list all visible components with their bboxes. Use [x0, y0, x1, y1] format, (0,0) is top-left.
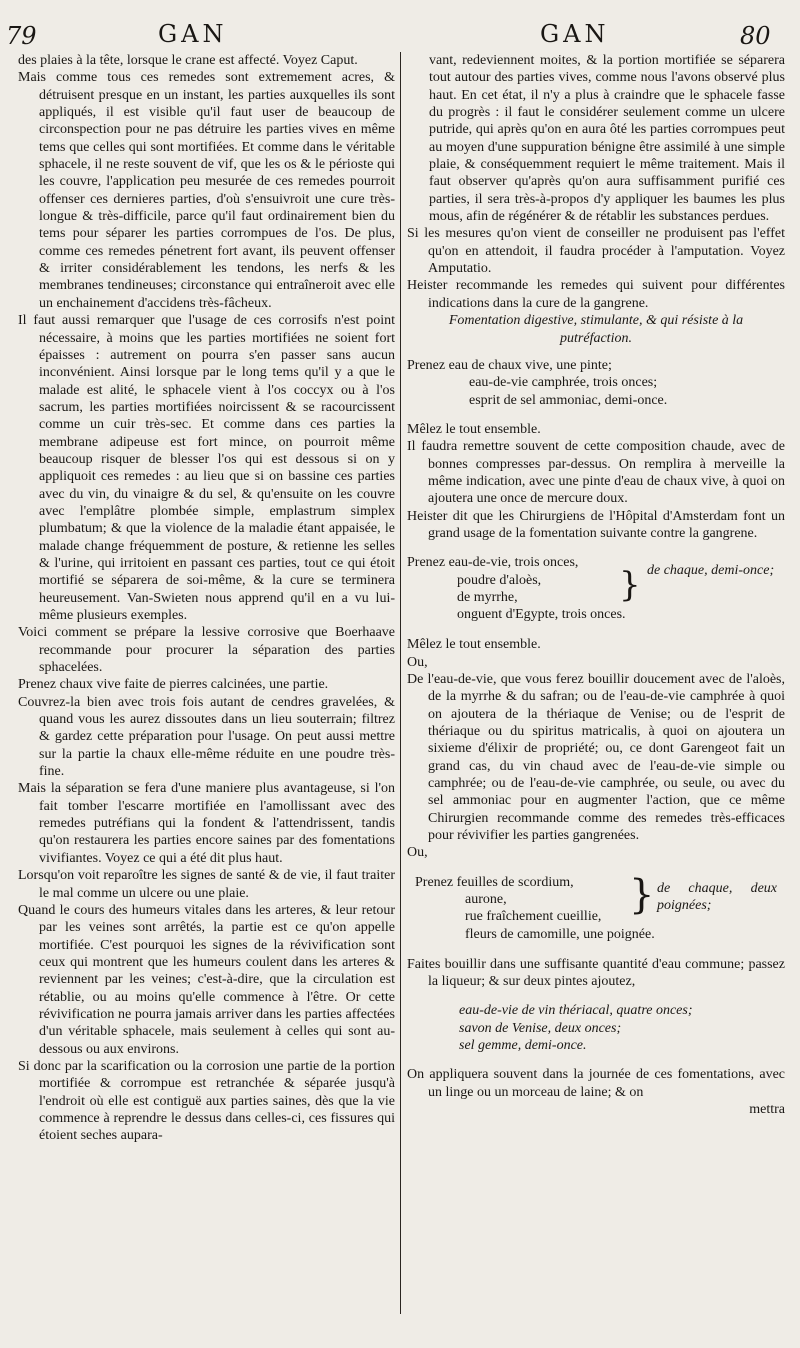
paragraph: vant, redeviennent moites, & la portion mortifiée se séparera tout autour des parties vives, comme nous l'avons observé plus haut. En cet état, il n'y a plus à craindre que le sphacele fasse du progrès : il faut le considérer seulement comme un ulcere putride, qui après qu'on en aura ôté les parties corrompues peut au moyen d'une suppuration bénigne être assimilé à une simple plaie, & conséquemment requiert le même traitement. Mais il faut observer qu'après qu'on aura suffisamment purifié ces parties, il sera très-à-propos d'y appliquer les baumes les plus mous, afin de régénérer & de rétablir les substances perdues.: [429, 53, 785, 225]
paragraph: Faites bouillir dans une suffisante quantité d'eau commune; passez la liqueur; & sur deux pintes ajoutez,: [407, 956, 785, 990]
recipe-line: Prenez feuilles de scordium,: [415, 874, 574, 890]
headword-right: GAN: [540, 20, 610, 48]
page-number-right: 80: [740, 22, 771, 50]
paragraph: Couvrez-la bien avec trois fois autant de cendres gravelées, & quand vous les aurez dissoutes dans un lieu souterrain; filtrez & gardez cette préparation pour l'usage. On peut aussi mettre sur la partie la chaux elle-même réduite en une poudre très-fine.: [18, 694, 395, 780]
paragraph: Mêlez le tout ensemble.: [407, 421, 541, 437]
recipe-line: aurone,: [465, 892, 507, 908]
paragraph: Si les mesures qu'on vient de conseiller ne produisent pas l'effet qu'on en attendoit, il faudra procéder à l'amputation. Voyez Amputatio.: [407, 226, 785, 277]
recipe-line: Prenez chaux vive faite de pierres calcinées, une partie.: [18, 677, 329, 693]
paragraph: Mais comme tous ces remedes sont extremement acres, & détruisent presque en un instant, les parties auxquelles ils sont appliqués, il est visible qu'il faut user de beaucoup de circonspection pour ne pas détruire les parties vives en même tems que celles qui sont mortifiées. Et comme dans le véritable sphacele, il ne reste souvent de vif, que les os & le périoste qui les couvre, l'application peu mesurée de ces remedes pourroit offenser ces dernieres parties, d'où s'ensuivroit une cure très-longue & très-difficile, parce qu'il faut ordinairement bien du tems pour séparer les parties corrompues de l'os. De plus, comme ces remedes pénetrent fort avant, ils peuvent offenser & irriter considérablement les tendons, les nerfs & les membranes tendineuses; circonstance qui entraîneroit avec elle un enchainement d'accidens très-fâcheux.: [18, 70, 395, 311]
paragraph: On appliquera souvent dans la journée de ces fomentations, avec un linge ou un morceau de laine; & on: [407, 1067, 785, 1100]
recipe-line: eau-de-vie de vin thériacal, quatre onces;: [459, 1003, 693, 1019]
recipe-line: eau-de-vie camphrée, trois onces;: [469, 375, 658, 391]
recipe-line: de myrrhe,: [457, 589, 518, 605]
paragraph: Mêlez le tout ensemble.: [407, 637, 541, 653]
brace-glyph: }: [619, 565, 641, 606]
paragraph: Il faudra remettre souvent de cette composition chaude, avec de bonnes compresses par-dessus. On remplira à merveille la même indication, avec une pinte d'eau de chaux vive, à quoi on ajoutera une once de mercure doux.: [407, 439, 785, 507]
paragraph: Quand le cours des humeurs vitales dans les arteres, & leur retour par les veines sont arrêtés, la partie est ce qu'on appelle mortifiée. C'est pourquoi les signes de la révivification sont ceux qui montrent que les humeurs coulent dans les arteres & reviennent par les veines; c'est-à-dire, que la circulation est rétablie, ou au moins qu'elle commence à l'être. Or cette révivification ne pourra jamais arriver dans les parties affectées d'un véritable sphacele, mais seulement à celles qui sont au-dessous ou aux environs.: [18, 902, 395, 1057]
recipe-line: sel gemme, demi-once.: [459, 1038, 587, 1054]
paragraph: Heister recommande les remedes qui suivent pour différentes indications dans la cure de la gangrene.: [407, 278, 785, 311]
recipe-title: Fomentation digestive, stimulante, & qui résiste à la putréfaction.: [448, 313, 744, 346]
paragraph: Lorsqu'on voit reparoître les signes de santé & de vie, il faut traiter le mal comme un ulcere ou une plaie.: [18, 868, 395, 901]
recipe-line: savon de Venise, deux onces;: [459, 1020, 622, 1036]
paragraph: Voici comment se prépare la lessive corrosive que Boerhaave recommande pour procurer la séparation des parties sphacelées.: [18, 625, 395, 676]
paragraph: des plaies à la tête, lorsque le crane est affecté. Voyez Caput.: [18, 53, 358, 68]
paragraph: Heister dit que les Chirurgiens de l'Hôpital d'Amsterdam font un grand usage de la fomentation suivante contre la gangrene.: [407, 508, 785, 541]
paragraph: Mais la séparation se fera d'une maniere plus avantageuse, si l'on fait tomber l'escarre mortifiée en l'amollissant avec des remedes putréfians qui la fondent & l'attendrissent, tandis qu'on restaurera les parties encore saines par des fomentations vivifiantes. Voyez ce qui a été dit plus haut.: [18, 781, 395, 866]
recipe-note: de chaque, deux poignées;: [657, 880, 777, 914]
paragraph: Il faut aussi remarquer que l'usage de ces corrosifs n'est point nécessaire, à moins que les parties mortifiées ne soient fort épaisses : autrement on pourra s'en passer sans aucun inconvénient. Ainsi lorsque par le long tems qu'il y a que le malade est alité, le sphacele vient à l'os coccyx ou à l'os sacrum, les parties mortifiées noircissent & se racourcissent comme un cuir très-sec. Et comme dans ces parties la membrane adipeuse est fort mince, on pourroit même beaucoup risquer de blesser l'os qui est dessous si on y appliquoit ces remedes : au lieu que si on bassine ces parties avec du vin, du vinaigre & du sel, & qu'ensuite on les couvre avec l'emplâtre plombée simple, emplastrum simplex plumbatum; & que la violence de la maladie étant appaisée, le malade change fréquemment de posture, & retienne les selles & l'urine, qui irritoient en passant ces parties, tout ce qui étoit mortifié se séparera de soi-même, & la cure se terminera heureusement. Van-Swieten nous apprend qu'il en a vu lui-même plusieurs exemples.: [18, 313, 395, 623]
right-column: [407, 52, 785, 1119]
recipe-line: poudre d'aloès,: [457, 572, 542, 588]
recipe-line: onguent d'Egypte, trois onces.: [457, 607, 626, 623]
recipe-line: rue fraîchement cueillie,: [465, 909, 602, 925]
recipe-note: de chaque, demi-once;: [647, 563, 775, 579]
catchword: mettra: [749, 1102, 785, 1118]
recipe-line: esprit de sel ammoniac, demi-once.: [469, 392, 668, 408]
recipe-block: [407, 357, 785, 409]
paragraph: Ou,: [407, 845, 428, 861]
recipe-block: [407, 871, 785, 944]
paragraph: De l'eau-de-vie, que vous ferez bouillir doucement avec de l'aloès, de la myrrhe & du safran; ou de l'eau-de-vie camphrée à quoi on ajoutera de la thériaque de Venise; ou de l'esprit de thériaque ou du spiritus matricalis, à quoi on ajoutera un sixieme d'élixir de propriété; ou, ce dont Garengeot fait un grand cas, du vin chaud avec de l'eau-de-vie simple ou camphrée; ou de l'eau-de-vie camphrée, ou seule, ou avec du sel ammoniac pour en augmenter l'action, que ce même Chirurgien recommande comme des remedes très-efficaces pour révivifier les parties gangrenées.: [407, 671, 785, 844]
brace-glyph: }: [629, 871, 655, 918]
recipe-block: [407, 1002, 785, 1054]
recipe-line: Prenez eau de chaux vive, une pinte;: [407, 357, 612, 373]
paragraph: Ou,: [407, 654, 428, 670]
column-divider: [400, 52, 401, 1314]
headword-left: GAN: [158, 20, 228, 48]
recipe-line: fleurs de camomille, une poignée.: [465, 926, 655, 942]
page-number-left: 79: [6, 22, 37, 50]
recipe-line: Prenez eau-de-vie, trois onces,: [407, 555, 579, 571]
left-column: [18, 52, 395, 1145]
running-header: [0, 20, 800, 54]
recipe-block: [407, 554, 785, 624]
paragraph: Si donc par la scarification ou la corrosion une partie de la portion mortifiée & corrompue est retranchée & séparée jusqu'à l'endroit où elle est contiguë aux parties saines, dès que la vie commence à reprendre le dessus dans celles-ci, ces fissures qui étoient seches aupara-: [18, 1058, 395, 1144]
